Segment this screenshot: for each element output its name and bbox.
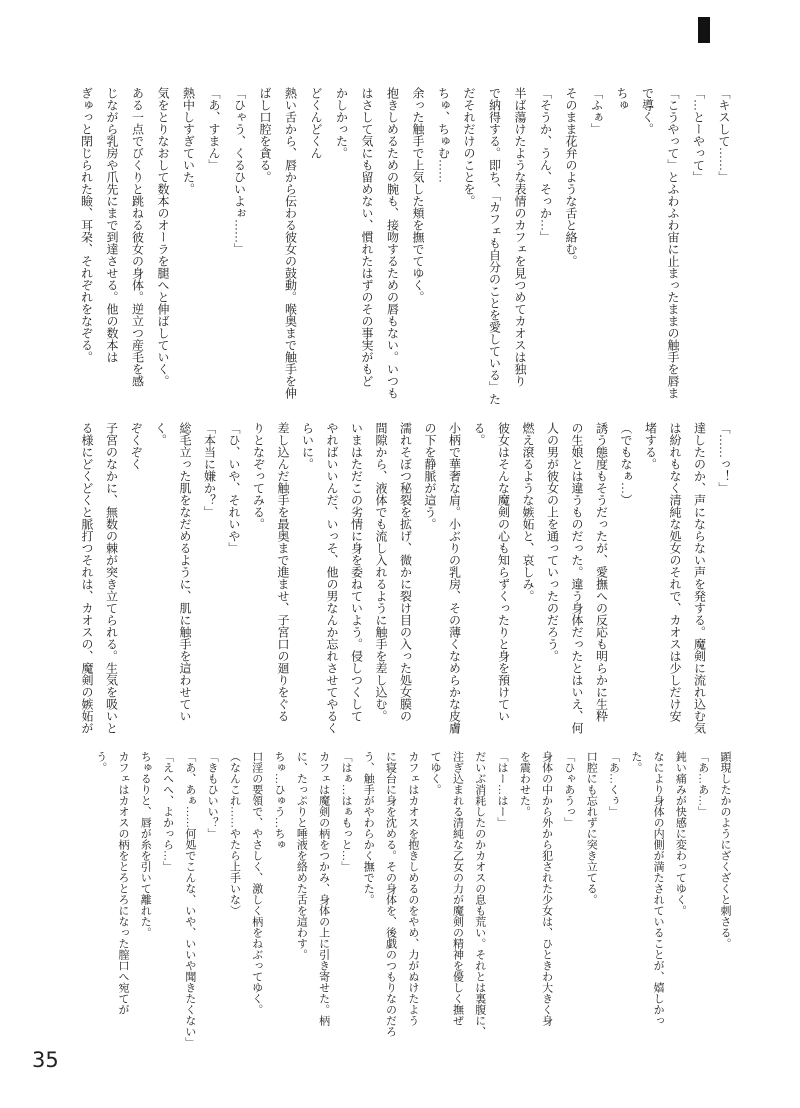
- text-line: 堵する。: [643, 422, 658, 470]
- text-line: ある一点でびくりと跳ねる彼女の身体。逆立つ産毛を感: [130, 87, 145, 387]
- text-line: 人の男が彼女の上を通っていったのだろう。: [545, 422, 560, 662]
- text-line: 「ひゃあうっ」: [562, 751, 575, 828]
- text-line: じながら乳房や爪先にまで到達させる。他の数本は: [105, 87, 119, 363]
- text-line: かしかった。: [334, 87, 349, 159]
- text-line: た。: [629, 751, 642, 773]
- text-line: う、触手がやわらかく撫でた。: [362, 751, 375, 905]
- text-line: だいぶ消耗したのかカオスの息も荒い。それとは裏腹に、: [473, 751, 486, 1037]
- text-line: 誘う態度もそうだったが、愛撫への反応も明らかに生粋: [594, 422, 609, 722]
- text-line: 抱きしめるための腕も、接吻するための唇もない。いつも: [385, 87, 400, 399]
- text-line: らいに。: [300, 422, 315, 470]
- text-line: 「こうやって」とふわふわ宙に止まったままの触手を唇ま: [666, 87, 680, 399]
- text-line: 達したのか、声にならない声を発する。魔剣に流れ込む気: [692, 422, 707, 734]
- text-line: く。: [153, 422, 168, 446]
- text-line: で納得する。即ち、「カフェも自分のことを愛している」た: [487, 87, 502, 405]
- text-line: う。: [94, 751, 107, 773]
- text-line: 身体の中から外から犯された少女は、ひときわ大きく身: [540, 751, 553, 1026]
- text-line: 注ぎ込まれる清純な乙女の力が魔剣の精神を優しく撫ぜ: [451, 751, 464, 1026]
- text-line: 口淫の要領で、やさしく、激しく柄をねぶってゆく。: [250, 751, 263, 1015]
- page-number: 35: [32, 1048, 59, 1072]
- text-line: 総毛立った肌をなだめるように、肌に触手を這わせてい: [178, 422, 192, 722]
- text-line: 「あ…くぅ」: [607, 751, 620, 817]
- text-line: 鈍い痛みが快感に変わってゆく。: [674, 751, 687, 916]
- text-line: 小柄で華奢な肩。小ぶりの乳房、その薄くなめらかな皮膚: [447, 422, 462, 734]
- text-line: （なんこれ……やたら上手いな）: [228, 751, 241, 916]
- text-line: 「ひゃう、くるひいよぉ……」: [232, 87, 247, 255]
- text-line: ぞくぞく: [129, 422, 143, 470]
- text-line: 濡れそぼつ秘裂を拡げ、微かに裂け目の入った処女膜の: [398, 422, 413, 722]
- text-line: ちゅるりと、唇が糸を引いて離れた。: [139, 751, 152, 938]
- text-line: カフェは魔剣の柄をつかみ、身体の上に引き寄せた。柄: [317, 751, 330, 1026]
- text-line: 口腔にも忘れずに突き立てる。: [585, 751, 598, 905]
- text-line: 「ふぁ」: [589, 87, 604, 135]
- printer-registration-mark: [698, 17, 710, 43]
- text-line: 燃え滾るような嫉妬と、哀しみ。: [521, 422, 535, 602]
- text-line: の下を静脈が這う。: [423, 422, 437, 530]
- text-line: 「あ…あ…」: [696, 751, 709, 817]
- text-line: に寝台に身を沈める。その身体を、後戯のつもりなのだろ: [384, 751, 397, 1037]
- text-line: どくんどくん: [309, 87, 323, 159]
- text-line: 半ば蕩けたような表情のカフェを見つめてカオスは独り: [513, 87, 527, 387]
- text-line: だそれだけのことを。: [462, 87, 476, 207]
- text-line: てゆく。: [429, 751, 442, 795]
- text-line: 差し込んだ触手を最奥まで進ませ、子宮口の廻りをぐる: [276, 422, 290, 722]
- text-line: る様にどくどくと脈打つそれは、カオスの、魔剣の嫉妬が: [80, 422, 94, 734]
- text-line: 「はぁ…はぁもっと…」: [339, 751, 352, 872]
- text-line: 「…とーやって」: [691, 87, 706, 183]
- text-line: （でもなぁ…）: [619, 422, 633, 506]
- text-line: なにより身体の内側が満たされていることが、嬉しかっ: [652, 751, 665, 1026]
- text-line: で導く。: [640, 87, 655, 135]
- text-line: ちゅ: [615, 87, 629, 111]
- text-band-middle: [75, 422, 737, 742]
- text-line: カフェはカオスの柄をとろとろになった膣口へ宛てが: [116, 751, 129, 1015]
- text-line: を震わせた。: [518, 751, 531, 817]
- text-line: 気をとりなおして数本のオーラを腿へと伸ばしていく。: [156, 87, 170, 387]
- text-line: りとなぞってみる。: [251, 422, 266, 530]
- text-line: いまはただこの劣情に身を委ねていよう。侵しつくして: [349, 422, 364, 722]
- text-line: 間隙から、液体でも流し入れるように触手を差し込む。: [374, 422, 388, 722]
- text-line: に、たっぷりと唾液を絡めた舌を這わす。: [295, 751, 308, 960]
- text-band-top: [73, 87, 736, 407]
- text-line: 「キスして……」: [717, 87, 731, 183]
- text-line: ぎゅっと閉じられた瞼、耳朶、それぞれをなぞる。: [79, 87, 94, 363]
- text-line: ばし口腔を貪る。: [258, 87, 272, 183]
- text-line: そのまま花弁のような舌と絡む。: [564, 87, 578, 267]
- text-line: 「本当に嫌か？」: [202, 422, 217, 518]
- text-line: 「はー…はー」: [496, 751, 509, 828]
- text-line: 「……っ！」: [717, 422, 731, 494]
- text-line: 「きもひいい？」: [206, 751, 219, 839]
- text-line: カフェはカオスを抱きしめるのをやめ、力がぬけたよう: [406, 751, 419, 1026]
- text-line: は紛れもなく清純な処女のそれで、カオスは少しだけ安: [668, 422, 682, 722]
- text-line: 「あ、あぁ……何処でこんな、いや、いいや聞きたくない」: [183, 751, 196, 1048]
- text-line: 彼女はそんな魔剣の心も知らずくったりと身を預けてい: [496, 422, 511, 722]
- text-line: る。: [472, 422, 486, 446]
- text-line: はさして気にも留めない、慣れたはずのその事実がもど: [360, 87, 374, 387]
- text-line: の生娘とは違うものだった。違う身体だったとはいえ、何: [570, 422, 584, 734]
- text-line: 「あ、すまん」: [207, 87, 221, 171]
- text-line: 熱中しすぎていた。: [181, 87, 196, 195]
- text-line: 子宮のなかに、無数の棘が突き立てられる。生気を吸いと: [104, 422, 119, 734]
- text-line: 「ひ、いや、それいや」: [227, 422, 241, 554]
- text-line: やればいいんだ、いっそ、他の男なんか忘れさせてやるく: [325, 422, 339, 734]
- text-line: 「そうか、うん、そっか…」: [538, 87, 553, 243]
- text-line: ちゅ、ちゅむ……: [436, 87, 451, 183]
- text-line: 顕現したかのようにざくざくと刺さる。: [719, 751, 731, 949]
- text-line: 熱い舌から、唇から伝わる彼女の鼓動。喉奥まで触手を伸: [283, 87, 298, 399]
- text-band-bottom: [89, 751, 736, 1057]
- text-line: ちゅ…ひゅう…ちゅ: [273, 751, 286, 850]
- text-line: 「えへへ、よかっら…」: [161, 751, 174, 872]
- text-line: 余った触手で上気した頬を撫でてゆく。: [411, 87, 425, 303]
